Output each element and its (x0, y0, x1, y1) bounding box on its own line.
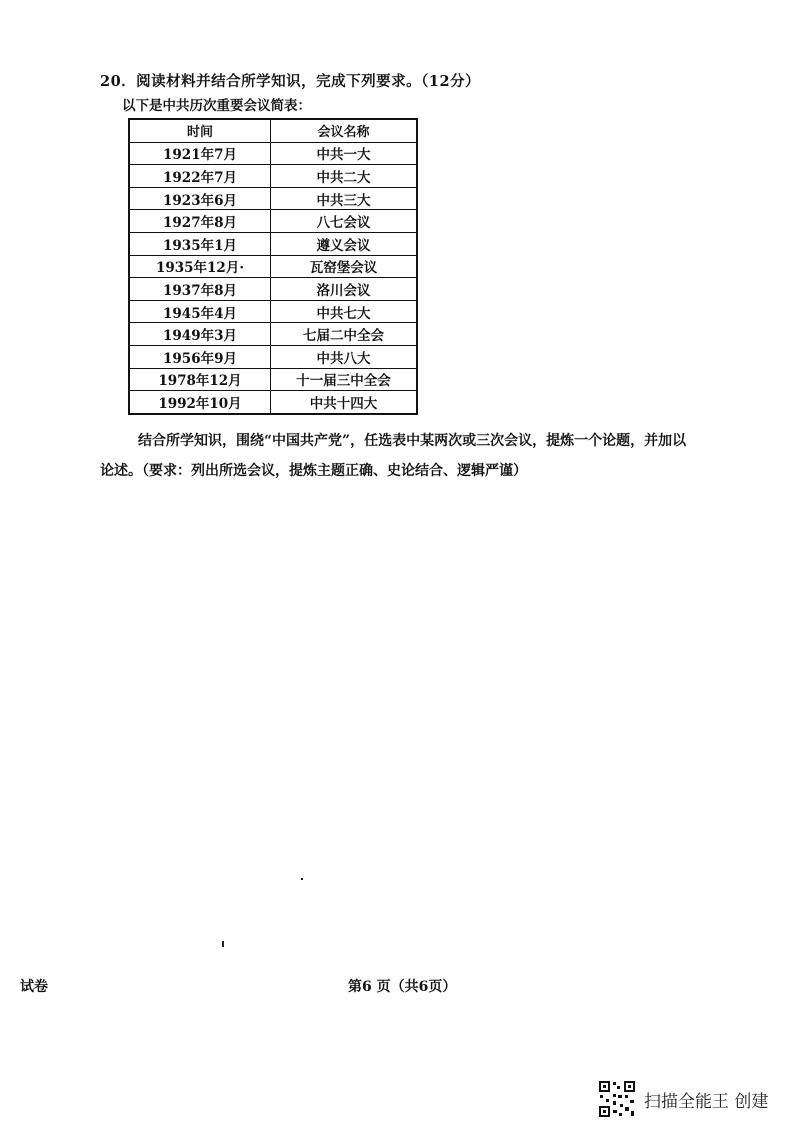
table-row (129, 323, 417, 346)
scan-speck (301, 878, 303, 880)
footer-paper-label: 试卷 (20, 979, 48, 995)
table-row (129, 391, 417, 414)
qr-code-icon (598, 1080, 636, 1118)
header-meeting-name: 会议名称 (271, 119, 418, 142)
table-caption: 以下是中共历次重要会议简表： (122, 98, 311, 114)
cell-date: 1937年8月 (129, 278, 271, 301)
table-row (129, 232, 417, 255)
table-header-row (129, 119, 417, 142)
table-row (129, 187, 417, 210)
cell-meeting: 十一届三中全会 (271, 368, 418, 391)
table-row (129, 142, 417, 165)
table-row (129, 278, 417, 301)
cell-date: 1945年4月 (129, 300, 271, 323)
question-prompt: 结合所学知识，围绕“中国共产党”，任选表中某两次或三次会议，提炼一个论题，并加以论述。（要求：列出所选会议，提炼主题正确、史论结合、逻辑严谨） (100, 433, 687, 479)
cell-meeting: 八七会议 (271, 210, 418, 233)
cell-date: 1921年7月 (129, 142, 271, 165)
cell-meeting: 洛川会议 (271, 278, 418, 301)
table-row (129, 255, 417, 278)
cell-meeting: 中共一大 (271, 142, 418, 165)
scan-speck (222, 941, 224, 947)
cell-meeting: 瓦窑堡会议 (271, 255, 418, 278)
cell-meeting: 中共三大 (271, 187, 418, 210)
cell-meeting: 中共二大 (271, 165, 418, 188)
scanner-watermark-text: 扫描全能王 创建 (644, 1091, 769, 1112)
table-row (129, 345, 417, 368)
cell-date: 1923年6月 (129, 187, 271, 210)
cell-meeting: 七届二中全会 (271, 323, 418, 346)
cell-date: 1992年10月 (129, 391, 271, 414)
cell-meeting: 中共十四大 (271, 391, 418, 414)
question-title: 20．阅读材料并结合所学知识，完成下列要求。（12分） (100, 73, 481, 90)
table-row (129, 368, 417, 391)
cell-date: 1935年1月 (129, 232, 271, 255)
cell-meeting: 中共八大 (271, 345, 418, 368)
cell-meeting: 中共七大 (271, 300, 418, 323)
cell-date: 1949年3月 (129, 323, 271, 346)
cell-date: 1956年9月 (129, 345, 271, 368)
cell-date: 1935年12月· (129, 255, 271, 278)
cell-date: 1927年8月 (129, 210, 271, 233)
table-row (129, 210, 417, 233)
scanner-watermark (598, 1080, 768, 1118)
table-row (129, 165, 417, 188)
meetings-table (128, 118, 418, 415)
cell-meeting: 遵义会议 (271, 232, 418, 255)
page-number: 第6 页（共6页） (348, 979, 457, 995)
header-time: 时间 (129, 119, 271, 142)
table-row (129, 300, 417, 323)
cell-date: 1922年7月 (129, 165, 271, 188)
cell-date: 1978年12月 (129, 368, 271, 391)
